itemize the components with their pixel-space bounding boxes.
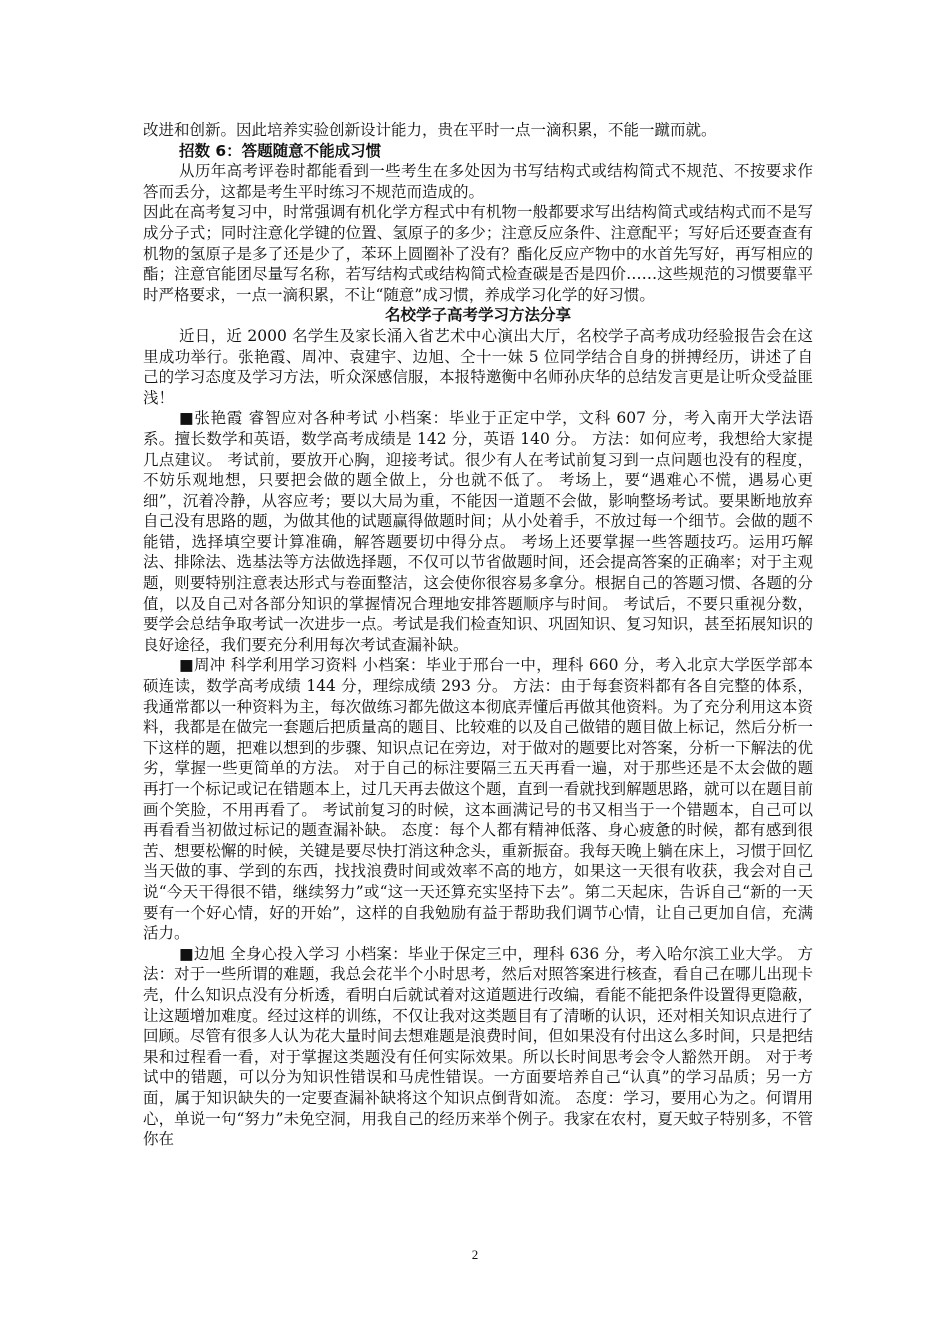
page-number: 2 [471, 1247, 479, 1262]
paragraph-intro: 近日，近 2000 名学生及家长涌入省艺术中心演出大厅，名校学子高考成功经验报告会在这里成功举行。张艳霞、周冲、袁建宇、边旭、仝十一妹 5 位同学结合自身的拼搏经历，讲述了自己的学习态度及学习方法，听众深感信服，本报特邀衡中名师孙庆华的总结发言更是让听众受益匪浅！ [143, 326, 813, 407]
section-heading-tip-6: 招数 6：答题随意不能成习惯 [179, 141, 382, 160]
paragraph-exam-scoring: 从历年高考评卷时都能看到一些考生在多处因为书写结构式或结构简式不规范、不按要求作答而丢分，这都是考生平时练习不规范而造成的。 [143, 162, 813, 201]
square-bullet-icon: ■ [179, 409, 195, 428]
article-title: 名校学子高考学习方法分享 [384, 306, 571, 325]
paragraph-review-advice: 因此在高考复习中，时常强调有机化学方程式中有机物一般都要求写出结构简式或结构式而不是写成分子式；同时注意化学键的位置、氢原子的多少；注意反应条件、注意配平；写好后还要查查有机物的氢原子是多了还是少了，苯环上圆圈补了没有？酯化反应产物中的水首先写好，再写相应的酯；注意官能团尽量写名称，若写结构式或结构简式检查碳是否是四价……这些规范的习惯要靠平时严格要求，一点一滴积累，不让“随意”成习惯，养成学习化学的好习惯。 [143, 203, 813, 304]
paragraph-text: 周冲 科学利用学习资料 小档案：毕业于邢台一中，理科 660 分，考入北京大学医学部本硕连读，数学高考成绩 144 分，理综成绩 293 分。 方法：由于每套资料都有各自完整的体系，我通常都以一种资料为主，每次做练习都先做这本彻底弄懂后再做其他资料。为了充分利用这本资料，我都是在做完一套题后把质量高的题目、比较难的以及自己做错的题目做上标记，然后分析一下这样的题，把难以想到的步骤、知识点记在旁边，对于做对的题要比对答案，分析一下解法的优劣，掌握一些更简单的方法。 对于自己的标注要隔三五天再看一遍，对于那些还是不太会做的题再打一个标记或记在错题本上，过几天再去做这个题，直到一看就找到解题思路，就可以在题目前画个笑脸，不用再看了。 考试前复习的时候，这本画满记号的书又相当于一个错题本，自己可以再看看当初做过标记的题查漏补缺。 态度：每个人都有精神低落、身心疲惫的时候，都有感到很苦、想要松懈的时候，关键是要尽快打消这种念头，重新振奋。我每天晚上躺在床上，习惯于回忆当天做的事、学到的东西，找找浪费时间或效率不高的地方，如果这一天很有收获，我会对自己说“今天干得很不错，继续努力”或“这一天还算充实坚持下去”。第二天起床，告诉自己“新的一天要有一个好心情，好的开始”，这样的自我勉励有益于帮助我们调节心情，让自己更加自信，充满活力。 [143, 656, 813, 943]
paragraph-continuation: 改进和创新。因此培养实验创新设计能力，贵在平时一点一滴积累，不能一蹴而就。 [143, 121, 717, 139]
paragraph-text: 边旭 全身心投入学习 小档案：毕业于保定三中，理科 636 分，考入哈尔滨工业大学。 方法：对于一些所谓的难题，我总会花半个小时思考，然后对照答案进行核查，看自己在哪儿出现卡壳，什么知识点没有分析透，看明白后就试着对这道题进行改编，看能不能把条件设置得更隐蔽，让这题增加难度。经过这样的训练，不仅让我对这类题目有了清晰的认识，还对相关知识点进行了回顾。尽管有很多人认为花大量时间去想难题是浪费时间，但如果没有付出这么多时间，只是把结果和过程看一看，对于掌握这类题没有任何实际效果。所以长时间思考会令人豁然开朗。 对于考试中的错题，可以分为知识性错误和马虎性错误。一方面要培养自己“认真”的学习品质；另一方面，属于知识缺失的一定要查漏补缺将这个知识点倒背如流。 态度：学习，要用心为之。何谓用心，单说一句“努力”未免空洞，用我自己的经历来举个例子。我家在农村，夏天蚊子特别多，不管你在 [143, 944, 813, 1149]
square-bullet-icon: ■ [179, 944, 194, 963]
paragraph-zhang-yanxia [143, 408, 813, 655]
square-bullet-icon: ■ [179, 656, 194, 675]
paragraph-zhou-chong [143, 655, 813, 943]
paragraph-bian-xu [143, 944, 813, 1150]
document-body [143, 120, 813, 1150]
paragraph-text: 张艳霞 睿智应对各种考试 小档案：毕业于正定中学，文科 607 分，考入南开大学法语系。擅长数学和英语，数学高考成绩是 142 分，英语 140 分。 方法：如何应考，我想给大家提几点建议。 考试前，要放开心胸，迎接考试。很少有人在考试前复习到一点问题也没有的程度，不妨乐观地想，只要把会做的题全做上，分也就不低了。 考场上，要“遇难心不慌，遇易心更细”，沉着冷静，从容应考；要以大局为重，不能因一道题不会做，影响整场考试。要果断地放弃自己没有思路的题，为做其他的试题赢得做题时间；从小处着手，不放过每一个细节。会做的题不能错，选择填空要计算准确，解答题要切中得分点。 考场上还要掌握一些答题技巧。运用巧解法、排除法、选基法等方法做选择题，不仅可以节省做题时间，还会提高答案的正确率；对于主观题，则要特别注意表达形式与卷面整洁，这会使你很容易多拿分。根据自己的答题习惯、各题的分值，以及自己对各部分知识的掌握情况合理地安排答题顺序与时间。 考试后，不要只重视分数，要学会总结争取考试一次进步一点。考试是我们检查知识、巩固知识、复习知识，甚至拓展知识的良好途径，我们要充分利用每次考试查漏补缺。 [143, 409, 813, 654]
